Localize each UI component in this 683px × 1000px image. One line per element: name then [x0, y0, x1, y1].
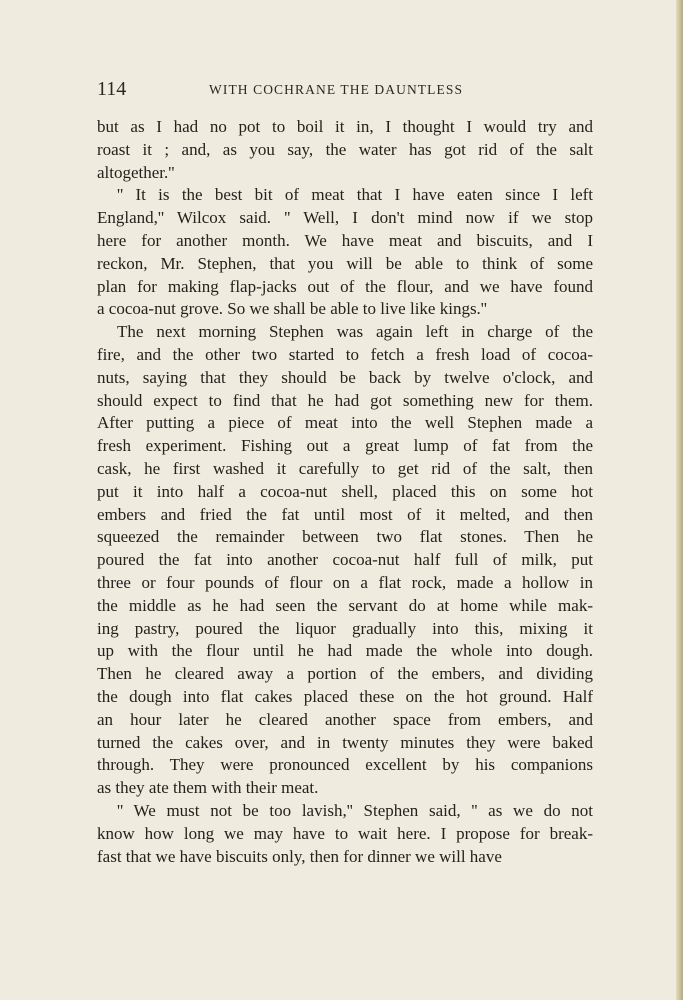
text-line: poured the fat into another cocoa-nut half full of milk, put [97, 550, 593, 570]
text-line: '' It is the best bit of meat that I have eaten since I left [117, 185, 593, 205]
text-line: plan for making flap-jacks out of the flour, and we have found [97, 276, 593, 296]
text-line: but as I had no pot to boil it in, I thought I would try and [97, 117, 593, 136]
text-line: turned the cakes over, and in twenty minutes they were baked [97, 732, 593, 752]
text-line: '' We must not be too lavish,'' Stephen said, '' as we do not [117, 800, 593, 820]
text-line: up with the flour until he had made the whole into dough. [97, 641, 593, 661]
text-line: squeezed the remainder between two flat stones. Then he [97, 527, 593, 547]
text-line: Then he cleared away a portion of the embers, and dividing [97, 664, 593, 684]
paragraph [97, 321, 593, 800]
paragraph [97, 184, 593, 321]
page-edge [676, 0, 683, 1000]
page-number: 114 [97, 78, 127, 100]
text-line: altogether.'' [97, 162, 175, 182]
paragraph [97, 116, 593, 184]
text-line: through. They were pronounced excellent by his companions [97, 755, 593, 775]
running-title: WITH COCHRANE THE DAUNTLESS [209, 82, 464, 97]
text-line: fresh experiment. Fishing out a great lump of fat from the [97, 436, 593, 456]
text-line: roast it ; and, as you say, the water has got rid of the salt [97, 139, 593, 159]
text-line: ing pastry, poured the liquor gradually into this, mixing it [97, 618, 593, 638]
paragraph [97, 800, 593, 868]
text-line: fire, and the other two started to fetch a fresh load of cocoa- [97, 344, 593, 364]
text-line: a cocoa-nut grove. So we shall be able to live like kings.'' [97, 299, 487, 319]
text-line: know how long we may have to wait here. I propose for break- [97, 823, 593, 843]
text-line: The next morning Stephen was again left in charge of the [117, 322, 593, 342]
text-line: here for another month. We have meat and biscuits, and I [97, 230, 593, 250]
text-line: fast that we have biscuits only, then for dinner we will have [97, 846, 502, 866]
text-line: England,'' Wilcox said. '' Well, I don't mind now if we stop [97, 208, 593, 228]
text-line: an hour later he cleared another space from embers, and [97, 709, 593, 729]
text-line: After putting a piece of meat into the well Stephen made a [97, 413, 593, 433]
text-line: cask, he first washed it carefully to get rid of the salt, then [97, 458, 593, 478]
text-line: the middle as he had seen the servant do at home while mak- [97, 595, 593, 615]
text-line: the dough into flat cakes placed these on the hot ground. Half [97, 686, 593, 706]
text-line: embers and fried the fat until most of it melted, and then [97, 504, 593, 524]
text-line: as they ate them with their meat. [97, 778, 319, 798]
text-line: nuts, saying that they should be back by twelve o'clock, and [97, 367, 593, 387]
text-line: reckon, Mr. Stephen, that you will be able to think of some [97, 253, 593, 273]
text-line: three or four pounds of flour on a flat rock, made a hollow in [97, 572, 593, 592]
body-text [97, 116, 593, 868]
text-line: put it into half a cocoa-nut shell, placed this on some hot [97, 481, 593, 501]
page-header [97, 78, 597, 102]
text-line: should expect to find that he had got something new for them. [97, 390, 593, 410]
